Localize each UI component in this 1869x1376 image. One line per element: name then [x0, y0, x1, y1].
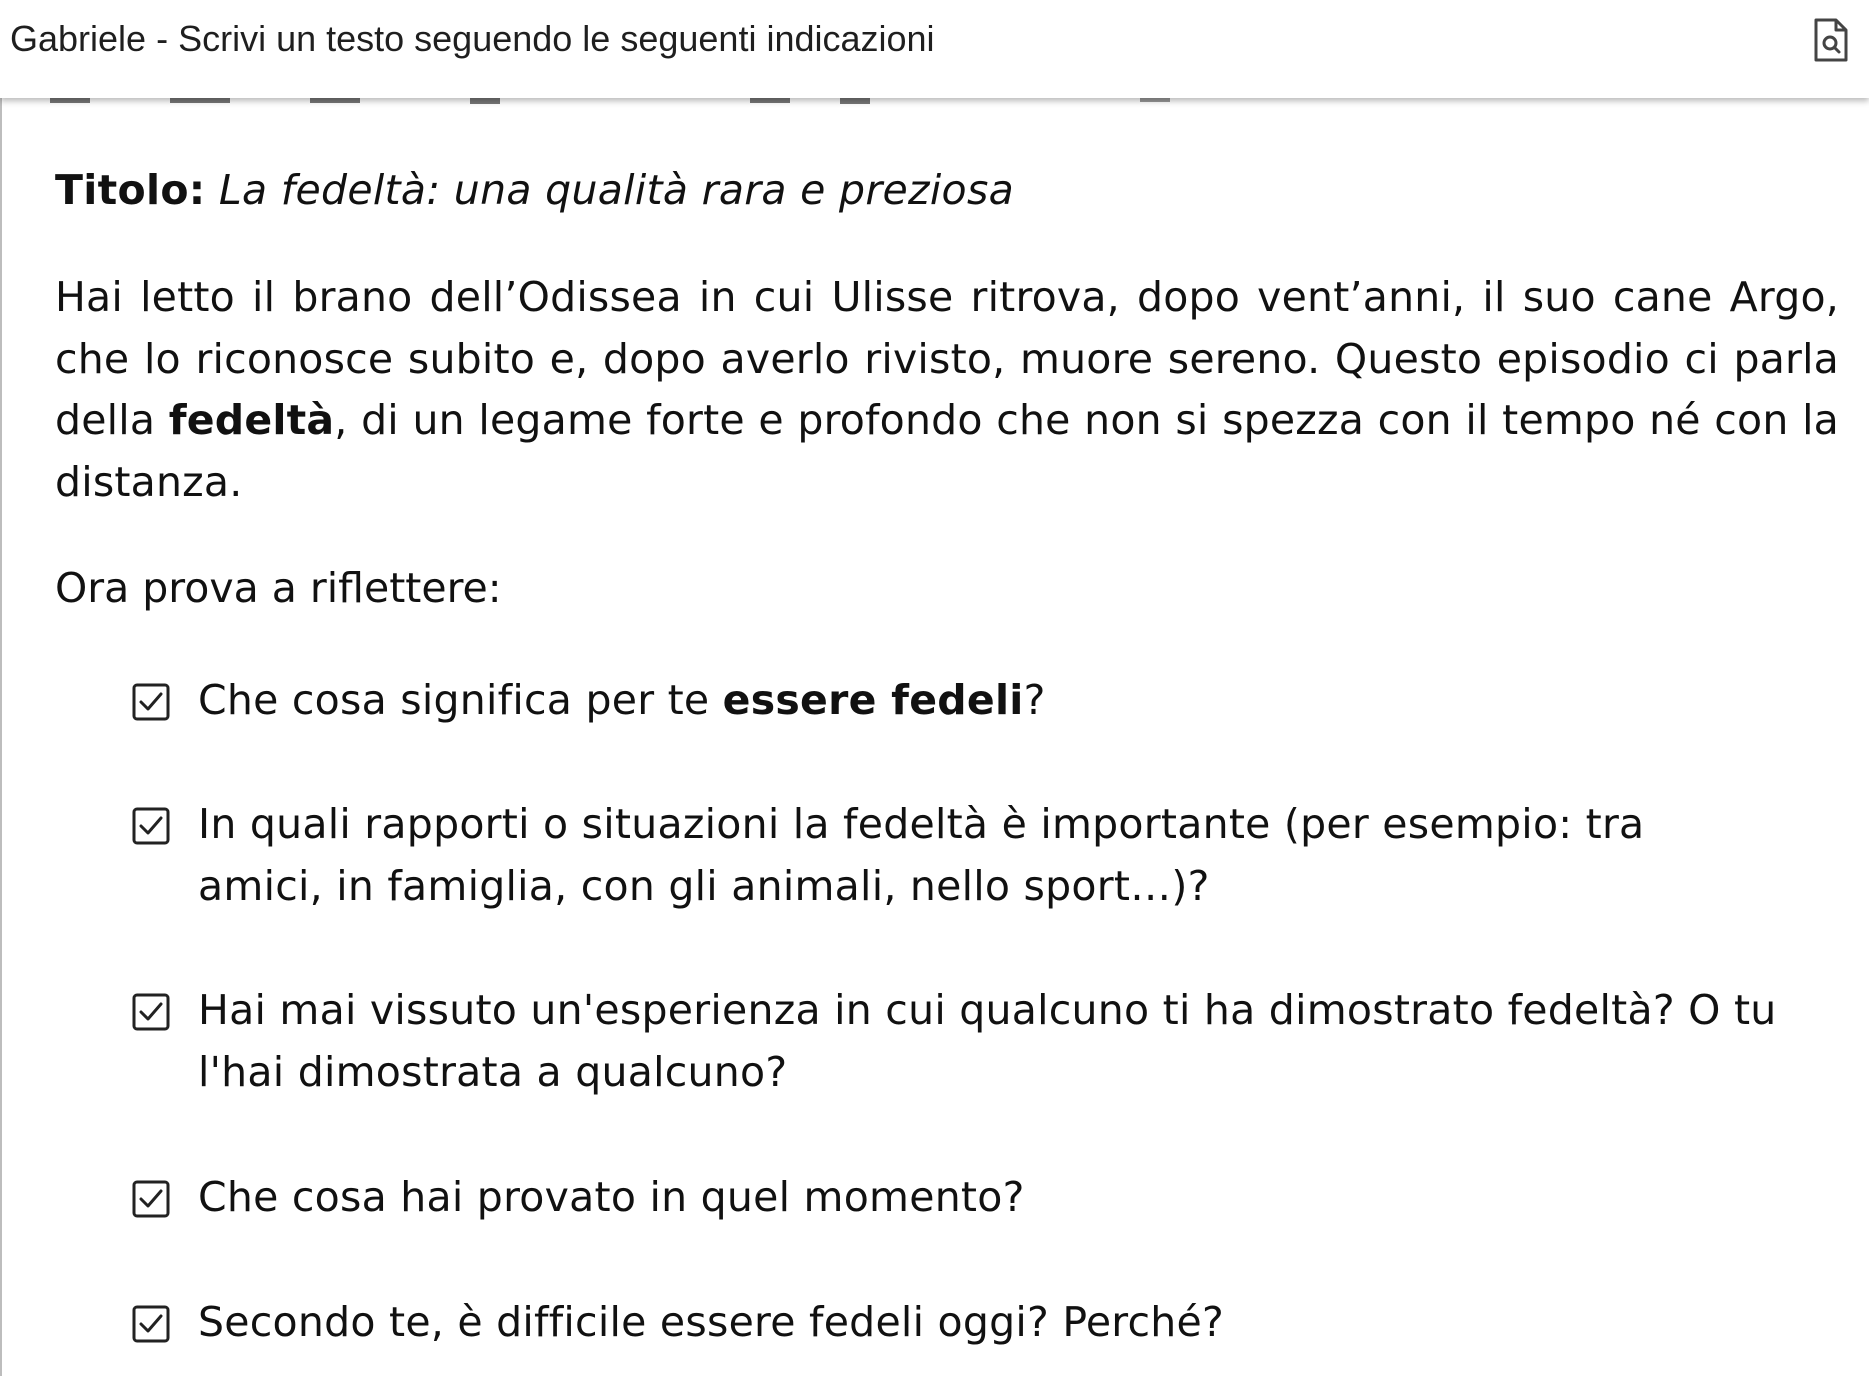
intro-text: Hai letto il brano dell’Odissea in cui Ulisse ritrova, dopo vent’anni, il suo cane Argo, che lo riconosce subito e, dopo averlo rivisto, muore sereno. Questo episodio ci parla della	[55, 273, 1839, 444]
question-text-end: ?	[1023, 676, 1046, 724]
question-text	[198, 670, 1798, 732]
intro-paragraph	[55, 267, 1839, 513]
checkbox-checked-icon	[132, 807, 170, 845]
question-text: In quali rapporti o situazioni la fedeltà è importante (per esempio: tra amici, in famiglia, con gli animali, nello sport…)?	[198, 800, 1645, 910]
intro-bold-word: fedeltà	[168, 396, 335, 444]
reflection-prompt: Ora prova a riflettere:	[55, 564, 502, 612]
question-text: Secondo te, è difficile essere fedeli oggi? Perché?	[198, 1298, 1225, 1346]
checkbox-checked-icon	[132, 683, 170, 721]
question-text: Hai mai vissuto un'esperienza in cui qualcuno ti ha dimostrato fedeltà? O tu l'hai dimostrata a qualcuno?	[198, 986, 1777, 1096]
title-value: La fedeltà: una qualità rara e preziosa	[218, 166, 1015, 214]
checkbox-checked-icon	[132, 1180, 170, 1218]
clipped-text-fragment	[50, 98, 1250, 106]
question-text-part: Che cosa significa per te	[198, 676, 723, 724]
intro-text-end: , di un legame forte e profondo che non si spezza con il tempo né con la distanza.	[55, 396, 1839, 506]
checkbox-checked-icon	[132, 993, 170, 1031]
question-bold-part: essere fedeli	[722, 676, 1024, 724]
title-label: Titolo:	[55, 166, 206, 214]
question-text: Che cosa hai provato in quel momento?	[198, 1173, 1025, 1221]
top-app-bar	[0, 0, 1869, 98]
document-search-icon[interactable]	[1812, 18, 1848, 62]
checkbox-checked-icon	[132, 1305, 170, 1343]
document-title	[55, 160, 1839, 221]
page-title: Gabriele - Scrivi un testo seguendo le seguenti indicazioni	[10, 18, 935, 59]
